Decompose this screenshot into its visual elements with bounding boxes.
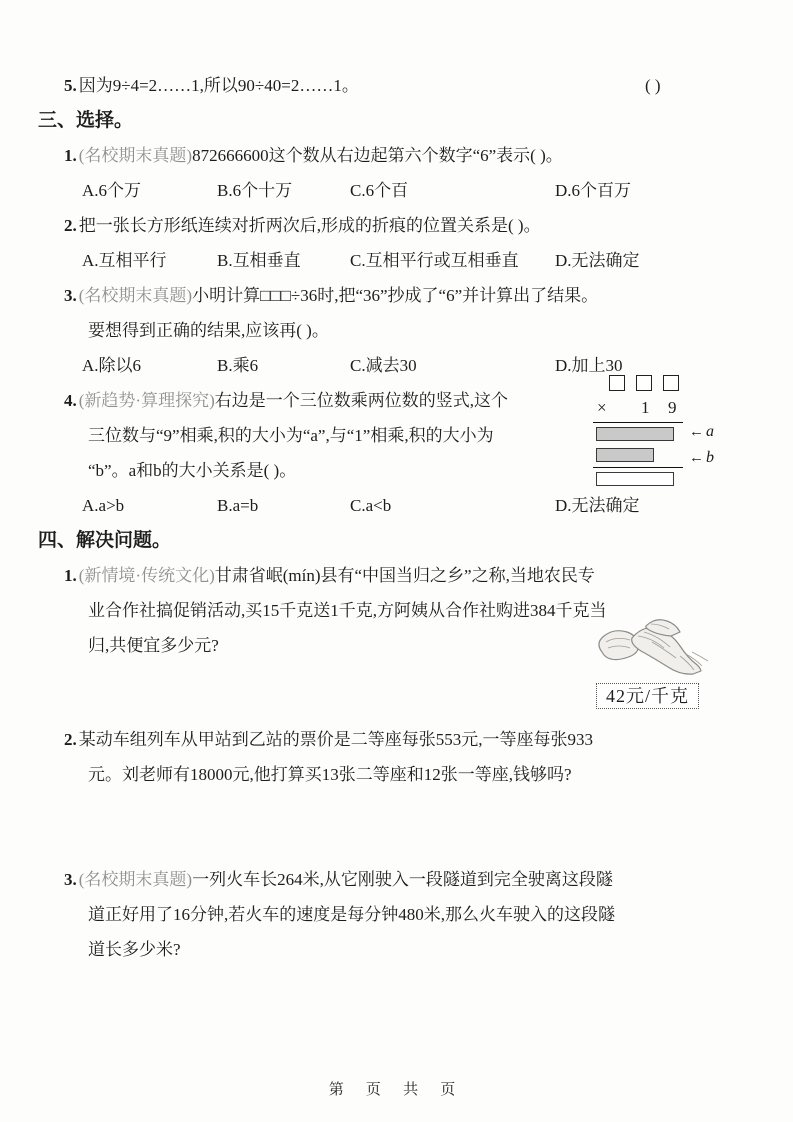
question-line: 业合作社搞促销活动,买15千克送1千克,方阿姨从合作社购进384千克当 bbox=[88, 601, 607, 620]
options-row bbox=[0, 488, 793, 523]
item-text: 因为9÷4=2……1,所以90÷40=2……1。 bbox=[78, 76, 359, 95]
option-b: B.乘6 bbox=[217, 356, 259, 375]
true-false-item-5 bbox=[0, 68, 793, 103]
multiply-sign: × bbox=[597, 398, 607, 417]
section-choice-heading: 三、选择。 bbox=[38, 110, 134, 131]
option-a: A.互相平行 bbox=[82, 251, 167, 270]
question-number: 2. bbox=[64, 216, 77, 235]
question-text: 小明计算□□□÷36时,把“36”抄成了“6”并计算出了结果。 bbox=[192, 286, 599, 305]
option-b: B.互相垂直 bbox=[217, 251, 301, 270]
option-b: B.a=b bbox=[217, 496, 259, 515]
multiplier-digit-tens: 1 bbox=[641, 398, 650, 417]
question-text: 把一张长方形纸连续对折两次后,形成的折痕的位置关系是( )。 bbox=[78, 216, 541, 235]
option-d: D.6个百万 bbox=[555, 181, 632, 200]
rule-line bbox=[593, 422, 683, 423]
question-line: “b”。a和b的大小关系是( )。 bbox=[88, 461, 297, 480]
option-c: C.6个百 bbox=[350, 181, 409, 200]
price-label: 42元/千克 bbox=[596, 683, 699, 709]
option-a: A.a>b bbox=[82, 496, 125, 515]
digit-box bbox=[636, 375, 652, 391]
partial-product-a-row bbox=[593, 423, 753, 444]
option-c: C.减去30 bbox=[350, 356, 417, 375]
question-line: 元。刘老师有18000元,他打算买13张二等座和12张一等座,钱够吗? bbox=[88, 765, 572, 784]
digit-box bbox=[663, 375, 679, 391]
option-d: D.加上30 bbox=[555, 356, 623, 375]
question-line bbox=[0, 722, 793, 757]
question-line: 道长多少米? bbox=[88, 940, 181, 959]
options-row bbox=[0, 173, 793, 208]
question-line: 归,共便宜多少元? bbox=[88, 636, 219, 655]
question-line bbox=[0, 278, 793, 313]
option-b: B.6个十万 bbox=[217, 181, 293, 200]
choice-question-1 bbox=[0, 138, 793, 208]
arrow-label-a bbox=[689, 423, 714, 441]
product-bar-b bbox=[596, 448, 654, 462]
question-line: 要想得到正确的结果,应该再( )。 bbox=[88, 321, 329, 340]
question-number: 3. bbox=[64, 286, 77, 305]
question-text: 872666600这个数从右边起第六个数字“6”表示( )。 bbox=[192, 146, 563, 165]
page-footer: 第 页 共 页 bbox=[328, 1081, 465, 1098]
multiplier-digit-ones: 9 bbox=[668, 398, 677, 417]
option-c: C.互相平行或互相垂直 bbox=[350, 251, 519, 270]
question-tag: (名校期末真题) bbox=[78, 870, 193, 889]
left-arrow-icon: ← bbox=[689, 450, 704, 466]
angelica-figure bbox=[588, 612, 724, 709]
question-number: 3. bbox=[64, 870, 77, 889]
digit-box bbox=[609, 375, 625, 391]
question-text: 甘肃省岷(mín)县有“中国当归之乡”之称,当地农民专 bbox=[214, 566, 595, 585]
question-line bbox=[0, 558, 793, 593]
multiplier-row bbox=[593, 395, 753, 420]
choice-question-3 bbox=[0, 278, 793, 383]
solve-question-1 bbox=[0, 558, 793, 706]
question-number: 2. bbox=[64, 730, 77, 749]
option-c: C.a<b bbox=[350, 496, 392, 515]
choice-question-4 bbox=[0, 383, 793, 523]
question-text: 一列火车长264米,从它刚驶入一段隧道到完全驶离这段隧 bbox=[192, 870, 613, 889]
question-number: 1. bbox=[64, 566, 77, 585]
option-a: A.6个万 bbox=[82, 181, 142, 200]
sum-row bbox=[593, 472, 753, 489]
choice-question-2 bbox=[0, 208, 793, 278]
label-a: a bbox=[706, 423, 714, 440]
option-d: D.无法确定 bbox=[555, 496, 640, 515]
option-d: D.无法确定 bbox=[555, 251, 640, 270]
question-tag: (名校期末真题) bbox=[78, 286, 193, 305]
answer-blank: ( ) bbox=[645, 76, 661, 95]
question-tag: (新情境·传统文化) bbox=[78, 566, 215, 585]
solve-question-2 bbox=[0, 722, 793, 792]
question-tag: (名校期末真题) bbox=[78, 146, 193, 165]
question-line bbox=[0, 138, 793, 173]
digit-boxes-row bbox=[609, 375, 753, 392]
option-a: A.除以6 bbox=[82, 356, 142, 375]
solve-question-3 bbox=[0, 862, 793, 967]
arrow-label-b bbox=[689, 449, 714, 467]
question-text: 某动车组列车从甲站到乙站的票价是二等座每张553元,一等座每张933 bbox=[78, 730, 593, 749]
angelica-roots-illustration bbox=[588, 612, 722, 682]
question-line: 三位数与“9”相乘,积的大小为“a”,与“1”相乘,积的大小为 bbox=[88, 426, 494, 445]
left-arrow-icon: ← bbox=[689, 424, 704, 440]
sum-bar bbox=[596, 472, 674, 486]
question-line bbox=[0, 208, 793, 243]
label-b: b bbox=[706, 449, 714, 466]
rule-line bbox=[593, 467, 683, 468]
item-number: 5. bbox=[64, 76, 77, 95]
question-text: 右边是一个三位数乘两位数的竖式,这个 bbox=[214, 391, 508, 410]
question-number: 4. bbox=[64, 391, 77, 410]
question-line bbox=[0, 862, 793, 897]
options-row bbox=[0, 243, 793, 278]
question-tag: (新趋势·算理探究) bbox=[78, 391, 215, 410]
section-solve-heading: 四、解决问题。 bbox=[38, 530, 172, 551]
partial-product-b-row bbox=[593, 448, 753, 465]
product-bar-a bbox=[596, 427, 674, 441]
question-line: 道正好用了16分钟,若火车的速度是每分钟480米,那么火车驶入的这段隧 bbox=[88, 905, 615, 924]
question-number: 1. bbox=[64, 146, 77, 165]
vertical-multiplication-diagram bbox=[593, 375, 753, 489]
